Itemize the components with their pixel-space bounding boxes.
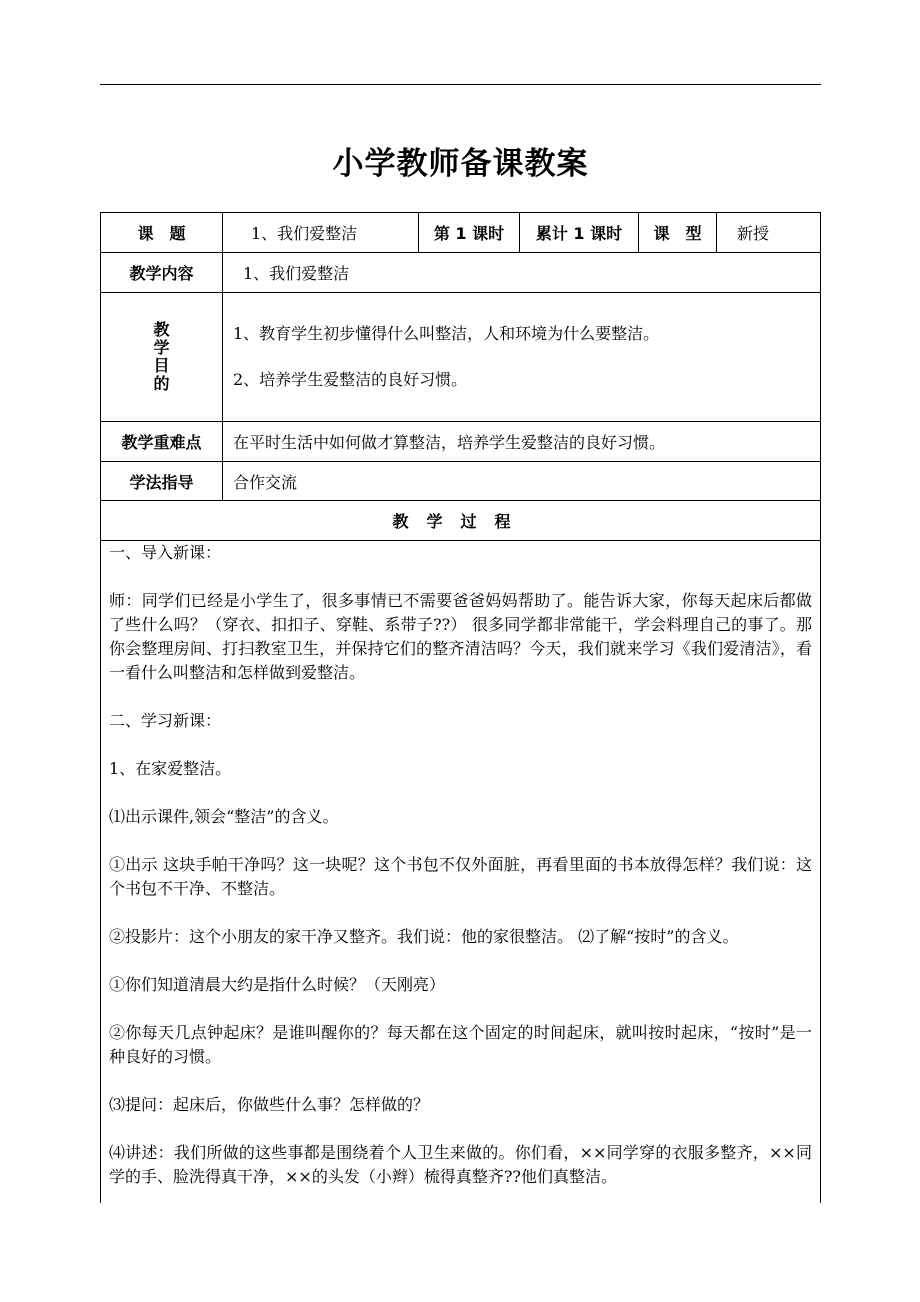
process-paragraph: ②投影片：这个小朋友的家干净又整齐。我们说：他的家很整洁。 ⑵了解“按时”的含义。 <box>109 927 739 946</box>
content-label: 教学内容 <box>129 264 194 283</box>
process-spacer <box>109 1117 812 1141</box>
objectives-row <box>101 293 820 422</box>
process-paragraph: ①出示 这块手帕干净吗？这一块呢？这个书包不仅外面脏，再看里面的书本放得怎样？我们说：这个书包不干净、不整洁。 <box>109 855 812 898</box>
lesson-number: 第 1 课时 <box>418 213 519 252</box>
process-spacer <box>109 733 812 757</box>
process-paragraph: ⑴出示课件,领会“整洁”的含义。 <box>109 807 339 826</box>
difficulty-label: 教学重难点 <box>121 433 202 452</box>
topic-value: 1、我们爱整洁 <box>222 213 418 252</box>
lesson-total: 累计 1 课时 <box>519 213 638 252</box>
process-body <box>101 541 820 1189</box>
lesson-plan-table <box>100 212 821 1203</box>
content-row <box>101 253 820 293</box>
process-spacer <box>109 781 812 805</box>
process-paragraph: 一、导入新课： <box>109 543 222 562</box>
process-paragraph: ⑷讲述：我们所做的这些事都是围绕着个人卫生来做的。你们看，××同学穿的衣服多整齐，××同学的手、脸洗得真干净，××的头发（小辫）梳得真整齐??他们真整洁。 <box>109 1143 812 1186</box>
process-title: 教学过程 <box>392 512 529 531</box>
process-paragraph: 1、在家爱整洁。 <box>109 759 232 778</box>
objectives-label: 教 学 目 的 <box>153 320 170 393</box>
top-rule <box>100 84 821 85</box>
type-label: 课 型 <box>638 213 716 252</box>
document-title: 小学教师备课教案 <box>332 146 589 182</box>
process-spacer <box>109 829 812 853</box>
process-spacer <box>109 901 812 925</box>
process-spacer <box>109 997 812 1021</box>
process-spacer <box>109 685 812 709</box>
objectives-list <box>222 293 820 421</box>
objective-item: 2、培养学生爱整洁的良好习惯。 <box>233 370 468 389</box>
method-label: 学法指导 <box>129 472 194 492</box>
method-value: 合作交流 <box>222 462 820 500</box>
process-paragraph: ②你每天几点钟起床？是谁叫醒你的？每天都在这个固定的时间起床，就叫按时起床，“按时”是一种良好的习惯。 <box>109 1023 812 1066</box>
content-value: 1、我们爱整洁 <box>222 253 820 292</box>
process-spacer <box>109 565 812 589</box>
process-paragraph: 二、学习新课： <box>109 711 222 730</box>
difficulty-value: 在平时生活中如何做才算整洁，培养学生爱整洁的良好习惯。 <box>222 422 820 461</box>
method-row <box>101 462 820 501</box>
type-value: 新授 <box>716 213 820 252</box>
header-row <box>101 213 820 253</box>
topic-label: 课 题 <box>137 224 186 243</box>
process-title-row <box>101 501 820 541</box>
process-spacer <box>109 1069 812 1093</box>
process-spacer <box>109 949 812 973</box>
process-paragraph: 师：同学们已经是小学生了，很多事情已不需要爸爸妈妈帮助了。能告诉大家，你每天起床后都做了些什么吗？（穿衣、扣扣子、穿鞋、系带子??） 很多同学都非常能干，学会料理自己的事了。那你会整理房间、打扫教室卫生，并保持它们的整齐清洁吗？今天，我们就来学习《我们爱清洁》，看一看什么叫整洁和怎样做到爱整洁。 <box>109 591 812 682</box>
objective-item: 1、教育学生初步懂得什么叫整洁，人和环境为什么要整洁。 <box>233 324 660 343</box>
process-paragraph: ⑶提问：起床后，你做些什么事？怎样做的？ <box>109 1095 430 1114</box>
difficulty-row <box>101 422 820 462</box>
process-paragraph: ①你们知道清晨大约是指什么时候？（天刚亮） <box>109 975 446 994</box>
